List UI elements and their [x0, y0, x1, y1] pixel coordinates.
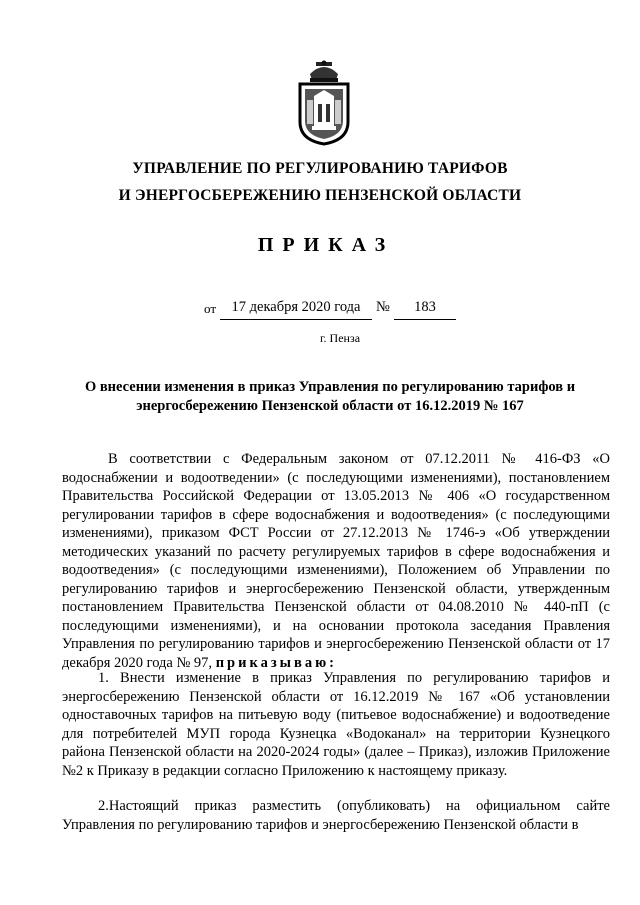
document-subject: О внесении изменения в приказ Управления по регулированию тарифов и энергосбережению Пензенской области от 16.12.2019 № 167 [84, 379, 576, 414]
date-number-line [0, 299, 640, 323]
paragraph-1-text: В соответствии с Федеральным законом от 07.12.2011 № 416-ФЗ «О водоснабжении и водоотведении» (с последующими изменениями), постановлением Правительства Российской Федерации от 13.05.2013 № 406 «О государственном регулировании тарифов в сфере водоснабжения и водоотведения» (с последующими изменениями), приказом ФСТ России от 27.12.2013 № 1746-э «Об утверждении методических указаний по расчету регулируемых тарифов в сфере водоснабжения и водоотведения» (с последующими изменениями), Положением об Управлении по регулированию тарифов и энергосбережению Пензенской области, утвержденным постановлением Правительства Пензенской области от 04.08.2010 № 440-пП (с последующими изменениями), и на основании протокола заседания Правления Управления по регулированию тарифов и энергосбережению Пензенской области от 17 декабря 2020 года № 97, [62, 451, 610, 671]
coat-of-arms-icon [292, 60, 356, 146]
city: г. Пенза [319, 331, 361, 345]
number-sign: № [376, 299, 390, 315]
paragraph-2-text: 1. Внести изменение в приказ Управления по регулированию тарифов и энергосбережению Пензенской области от 16.12.2019 № 167 «Об установлении одноставочных тарифов на питьевую воду (питьевое водоснабжение) и водоотведение для потребителей МУП города Кузнецка «Водоканал» на территории Кузнецкого района Пензенской области на 2020-2024 годы» (далее – Приказ), изложив Приложение №2 к Приказу в редакции согласно Приложению к настоящему приказу. [62, 670, 610, 779]
paragraph-3-text: 2.Настоящий приказ разместить (опубликовать) на официальном сайте Управления по регулированию тарифов и энергосбережению Пензенской области в [62, 798, 610, 833]
body-paragraph-2 [62, 669, 610, 780]
document-type-title: ПРИКАЗ [257, 234, 395, 256]
document-number: 183 [394, 299, 456, 320]
date-prefix: от [204, 301, 217, 316]
org-name-line2: И ЭНЕРГОСБЕРЕЖЕНИЮ ПЕНЗЕНСКОЙ ОБЛАСТИ [118, 187, 522, 204]
org-name-line1: УПРАВЛЕНИЕ ПО РЕГУЛИРОВАНИЮ ТАРИФОВ [132, 160, 508, 177]
order-word: приказываю: [215, 654, 337, 671]
document-date: 17 декабря 2020 года [220, 299, 372, 320]
body-paragraph-3 [62, 797, 610, 834]
body-paragraph-1 [62, 450, 610, 672]
